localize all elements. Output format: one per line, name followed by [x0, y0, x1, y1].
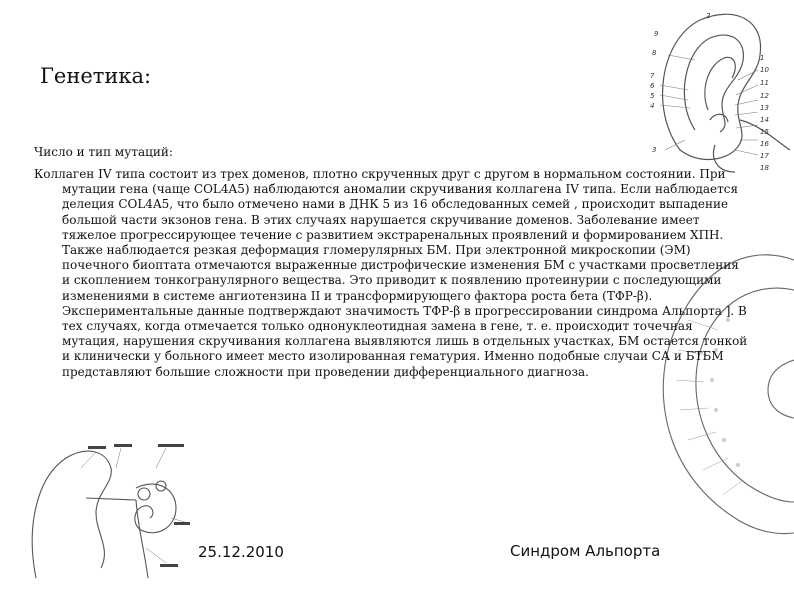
ear-label: 10 — [760, 66, 769, 74]
ear-label: 17 — [760, 152, 769, 160]
ear-label: 6 — [650, 82, 655, 90]
footer-topic: Синдром Альпорта — [510, 542, 661, 560]
ear-label: 7 — [650, 72, 655, 80]
ear-label: 16 — [760, 140, 769, 148]
footer-date: 25.12.2010 — [198, 543, 284, 561]
body-paragraph: Коллаген IV типа состоит из трех доменов, плотно скрученных друг с другом в нормальном состоянии. При мутации гена (чаще COL4A5) наблюдаются аномалии скручивания коллагена IV типа. Если наблюдается делеция COL4A5, что было отмечено нами в ДНК 5 из 16 обследованных семей , происходит выпадение большой части экзонов гена. В этих случаях нарушается скручивание доменов. Заболевание имеет тяжелое прогрессирующее течение с развитием экстраренальных проявлений и формированием ХПН. Также наблюдается резкая деформация гломерулярных БМ. При электронной микроскопии (ЭМ) почечного биоптата отмечаются выраженные дистрофические изменения БМ с участками просветления и скоплением тонкогранулярного вещества. Это приводит к появлению протеинурии с последующими изменениями в системе ангиотензина II и трансформирующего фактора роста бета (ТФР-β). Экспериментальные данные подтверждают значимость ТФР-β в прогрессировании синдрома Альпорта ]. В тех случаях, когда отмечается только однонуклеотидная замена в гене, т. е. происходит точечная мутация, нарушения скручивания коллагена выявляются лишь в отдельных участках, БМ остается тонкой и клинически у больного имеет место изолированная гематурия. Именно подобные случаи СА и БТБМ представляют большие сложности при проведении дифференциального диагноза. — [34, 167, 748, 379]
ear-label: 8 — [652, 49, 657, 57]
ear-label: 3 — [652, 146, 657, 154]
ear-label: 18 — [760, 164, 769, 172]
ear-label: 11 — [760, 79, 769, 87]
ear-label: 5 — [650, 92, 655, 100]
slide-title: Генетика: — [40, 64, 152, 88]
section-subheading: Число и тип мутаций: — [34, 145, 173, 159]
body-text — [34, 167, 749, 380]
ear-label: 1 — [760, 54, 765, 62]
inner-ear-illustration — [26, 438, 196, 588]
ear-label: 13 — [760, 104, 769, 112]
ear-label: 14 — [760, 116, 769, 124]
ear-label: 15 — [760, 128, 769, 136]
ear-label: 12 — [760, 92, 769, 100]
ear-anatomy-illustration — [640, 0, 794, 180]
ear-label: 9 — [654, 30, 659, 38]
ear-label: 4 — [650, 102, 655, 110]
ear-label: 2 — [706, 12, 711, 20]
